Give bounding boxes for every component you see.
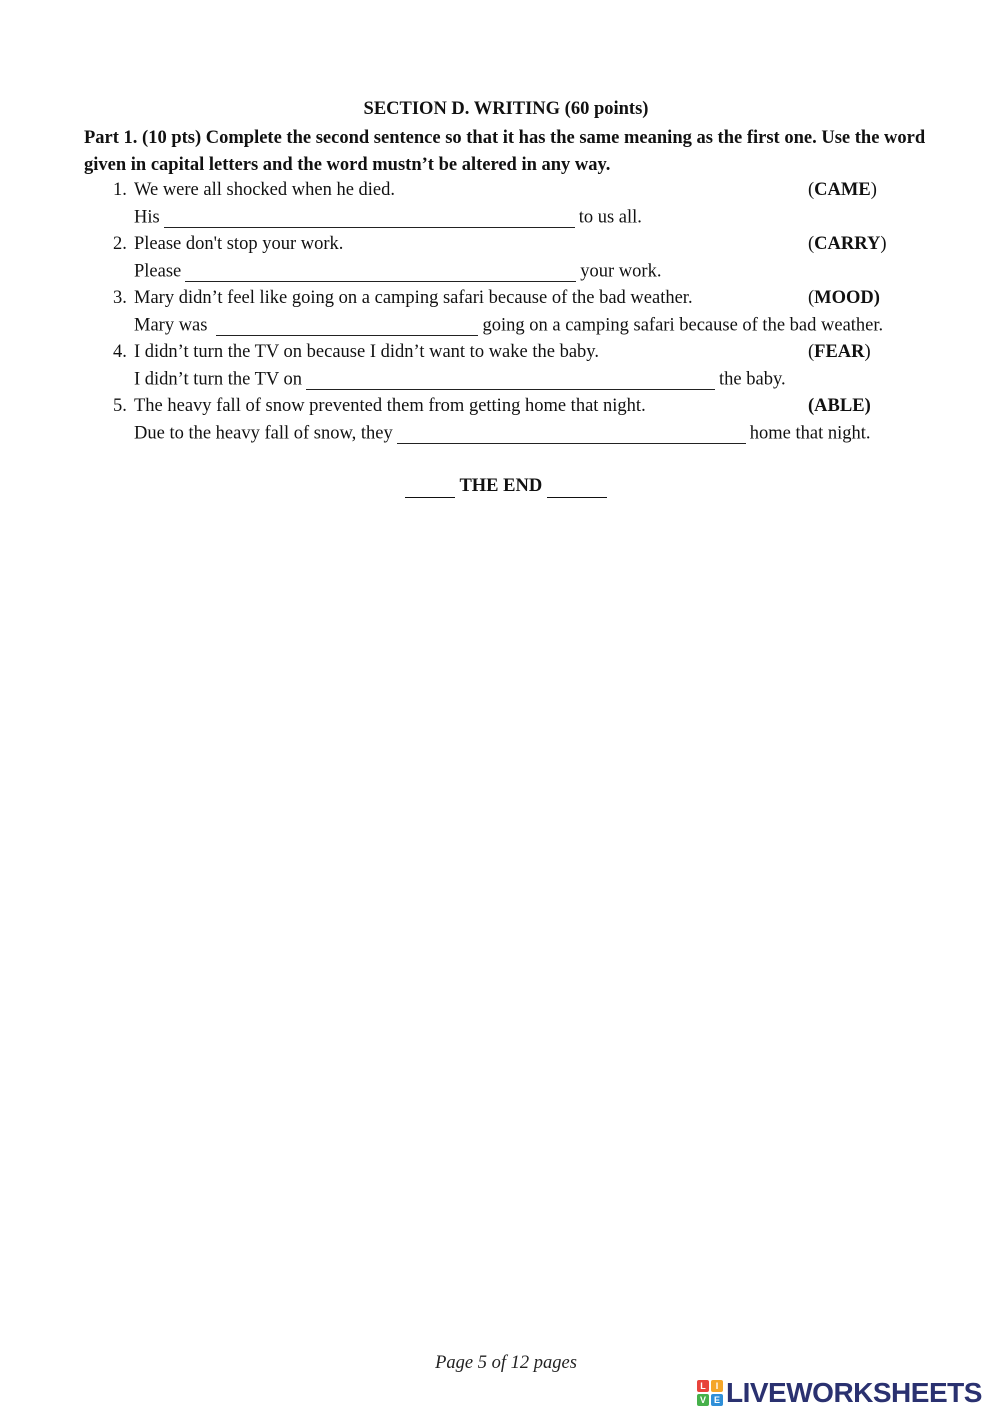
logo-letter-e: E bbox=[711, 1394, 723, 1406]
answer-suffix: going on a camping safari because of the bad weather. bbox=[482, 315, 884, 336]
keyword-carry: (CARRY) bbox=[808, 234, 887, 254]
logo-letter-i: I bbox=[711, 1380, 723, 1392]
answer-suffix: your work. bbox=[580, 261, 662, 282]
question-sentence: Mary didn’t feel like going on a camping safari because of the bad weather. bbox=[134, 288, 693, 308]
the-end-marker bbox=[0, 476, 1000, 498]
question-number: 3. bbox=[113, 288, 127, 308]
answer-input-3[interactable] bbox=[216, 315, 478, 336]
question-1-answer-row bbox=[134, 207, 642, 228]
the-end-rule-right bbox=[547, 476, 607, 498]
answer-suffix: home that night. bbox=[749, 423, 871, 444]
answer-prefix: His bbox=[134, 207, 160, 228]
answer-input-4[interactable] bbox=[306, 369, 715, 390]
answer-prefix: I didn’t turn the TV on bbox=[134, 369, 303, 390]
question-4-answer-row bbox=[134, 369, 786, 390]
keyword-able: (ABLE) bbox=[808, 396, 871, 416]
question-number: 4. bbox=[113, 342, 127, 362]
answer-prefix: Due to the heavy fall of snow, they bbox=[134, 423, 393, 444]
answer-input-5[interactable] bbox=[397, 423, 746, 444]
page-footer: Page 5 of 12 pages bbox=[435, 1353, 577, 1373]
question-number: 2. bbox=[113, 234, 127, 254]
keyword-fear: (FEAR) bbox=[808, 342, 871, 362]
question-3-answer-row bbox=[134, 315, 883, 336]
answer-suffix: the baby. bbox=[719, 369, 786, 390]
question-5-answer-row bbox=[134, 423, 871, 444]
question-number: 1. bbox=[113, 180, 127, 200]
the-end-rule-left bbox=[405, 476, 455, 498]
answer-prefix: Mary was bbox=[134, 315, 208, 336]
answer-suffix: to us all. bbox=[578, 207, 642, 228]
keyword-mood: (MOOD) bbox=[808, 288, 880, 308]
the-end-text: THE END bbox=[459, 476, 543, 496]
answer-input-1[interactable] bbox=[164, 207, 575, 228]
answer-input-2[interactable] bbox=[185, 261, 576, 282]
part-instructions: Part 1. (10 pts) Complete the second sentence so that it has the same meaning as the first one. Use the word given in capital letters and the word mustn’t be altered in any way. bbox=[84, 128, 926, 175]
liveworksheets-logo-icon bbox=[697, 1380, 723, 1406]
question-sentence: Please don't stop your work. bbox=[134, 234, 344, 254]
keyword-came: (CAME) bbox=[808, 180, 877, 200]
brand-name: LIVEWORKSHEETS bbox=[726, 1377, 982, 1408]
section-title: SECTION D. WRITING (60 points) bbox=[363, 99, 649, 119]
logo-letter-l: L bbox=[697, 1380, 709, 1392]
question-sentence: I didn’t turn the TV on because I didn’t want to wake the baby. bbox=[134, 342, 599, 362]
question-number: 5. bbox=[113, 396, 127, 416]
liveworksheets-brand[interactable] bbox=[697, 1376, 982, 1410]
question-2-answer-row bbox=[134, 261, 661, 282]
answer-prefix: Please bbox=[134, 261, 182, 282]
question-sentence: The heavy fall of snow prevented them from getting home that night. bbox=[134, 396, 646, 416]
question-sentence: We were all shocked when he died. bbox=[134, 180, 396, 200]
logo-letter-v: V bbox=[697, 1394, 709, 1406]
